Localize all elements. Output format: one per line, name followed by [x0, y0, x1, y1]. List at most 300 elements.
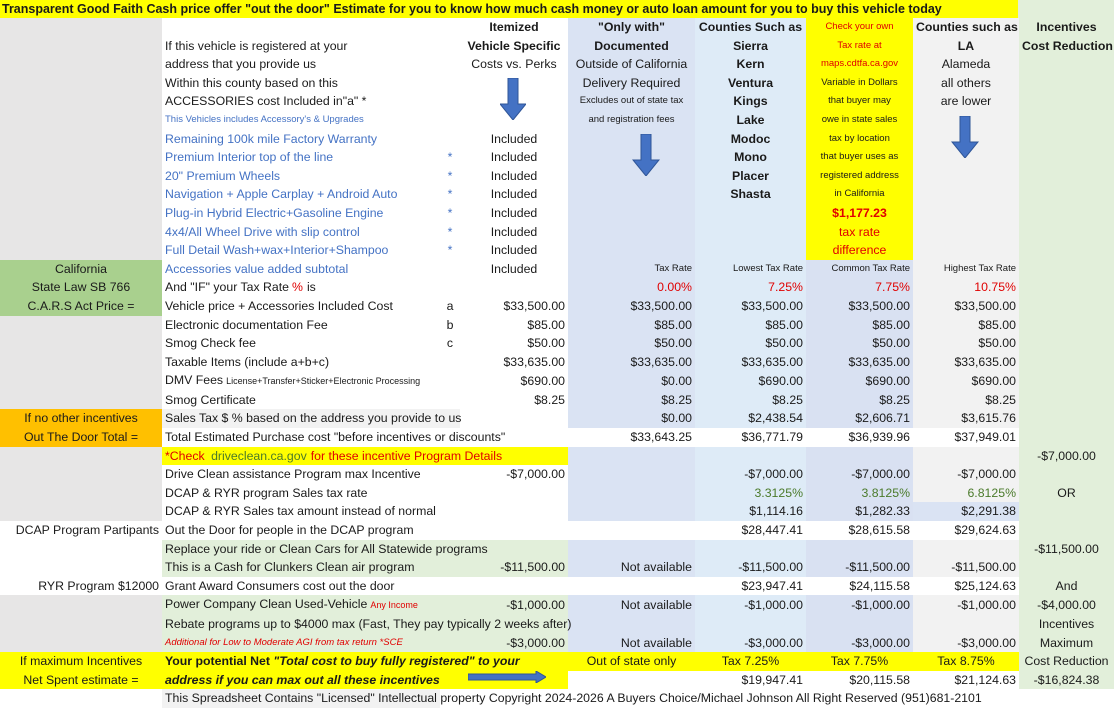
cell-f[interactable] [695, 148, 806, 167]
cell-g[interactable] [806, 502, 913, 521]
cell-b[interactable] [162, 297, 440, 316]
cell-b[interactable] [162, 447, 503, 466]
cell-f[interactable] [695, 558, 806, 577]
cell-i[interactable] [1019, 204, 1114, 223]
cell-h[interactable] [913, 652, 1019, 671]
cell-f[interactable] [695, 428, 806, 447]
cell-g[interactable] [806, 204, 913, 223]
cell-e[interactable] [568, 260, 695, 279]
cell-d[interactable] [460, 521, 568, 540]
cell-e[interactable] [568, 204, 695, 223]
cell-h[interactable] [913, 465, 1019, 484]
cell-a[interactable] [0, 502, 162, 521]
cell-f[interactable] [695, 484, 806, 503]
cell-a[interactable] [0, 185, 162, 204]
cell-g[interactable] [806, 577, 913, 596]
cell-h[interactable] [913, 353, 1019, 372]
cell-c[interactable] [440, 297, 460, 316]
cell-i[interactable] [1019, 634, 1114, 653]
cell-b[interactable] [162, 689, 982, 708]
cell-h[interactable] [913, 558, 1019, 577]
cell-i[interactable] [1019, 391, 1114, 410]
cell-d[interactable] [460, 465, 568, 484]
cell-f[interactable] [695, 185, 806, 204]
cell-g[interactable] [806, 223, 913, 242]
cell-d[interactable] [460, 130, 568, 149]
cell-e[interactable] [568, 652, 695, 671]
cell-a[interactable] [0, 167, 162, 186]
cell-c[interactable] [440, 278, 460, 297]
cell-g[interactable] [806, 540, 913, 559]
cell-a[interactable] [0, 260, 162, 279]
cell-i[interactable] [1019, 484, 1114, 503]
cell-e[interactable] [568, 223, 695, 242]
cell-h[interactable] [913, 37, 1019, 56]
cell-e[interactable] [568, 316, 695, 335]
cell-e[interactable] [568, 484, 695, 503]
cell-d[interactable] [460, 316, 568, 335]
cell-c[interactable] [440, 55, 460, 74]
cell-e[interactable] [568, 92, 695, 111]
cell-h[interactable] [913, 502, 1019, 521]
cell-e[interactable] [568, 278, 695, 297]
cell-h[interactable] [913, 55, 1019, 74]
cell-g[interactable] [806, 278, 913, 297]
cell-g[interactable] [806, 391, 913, 410]
cell-f[interactable] [695, 74, 806, 93]
cell-c[interactable] [440, 241, 460, 260]
cell-i[interactable] [1019, 540, 1114, 559]
cell-g[interactable] [806, 484, 913, 503]
cell-c[interactable] [440, 18, 460, 37]
cell-i[interactable] [1019, 615, 1114, 634]
cell-e[interactable] [568, 74, 695, 93]
cell-g[interactable] [806, 55, 913, 74]
cell-i[interactable] [1019, 671, 1114, 690]
cell-f[interactable] [695, 130, 806, 149]
cell-b[interactable] [162, 185, 440, 204]
cell-a[interactable] [0, 540, 162, 559]
cell-e[interactable] [568, 540, 695, 559]
cell-e[interactable] [568, 241, 695, 260]
cell-c[interactable] [440, 558, 460, 577]
cell-g[interactable] [806, 634, 913, 653]
cell-g[interactable] [806, 37, 913, 56]
cell-g[interactable] [806, 615, 913, 634]
cell-i[interactable] [1019, 353, 1114, 372]
cell-b[interactable] [162, 484, 440, 503]
cell-d[interactable] [460, 297, 568, 316]
cell-f[interactable] [695, 409, 806, 428]
cell-c[interactable] [440, 111, 460, 130]
cell-e[interactable] [568, 18, 695, 37]
cell-h[interactable] [913, 74, 1019, 93]
cell-a[interactable] [0, 111, 162, 130]
cell-g[interactable] [806, 409, 913, 428]
cell-d[interactable] [460, 353, 568, 372]
cell-b[interactable] [162, 428, 506, 447]
cell-c[interactable] [440, 37, 460, 56]
cell-b[interactable] [162, 465, 440, 484]
cell-i[interactable] [1019, 334, 1114, 353]
cell-b[interactable] [162, 391, 440, 410]
cell-i[interactable] [1019, 595, 1114, 615]
cell-i[interactable] [1019, 223, 1114, 242]
cell-f[interactable] [695, 502, 806, 521]
cell-f[interactable] [695, 92, 806, 111]
cell-h[interactable] [913, 204, 1019, 223]
cell-a[interactable] [0, 615, 162, 634]
cell-f[interactable] [695, 297, 806, 316]
cell-b[interactable] [162, 111, 440, 130]
cell-b[interactable] [162, 18, 440, 37]
cell-e[interactable] [568, 297, 695, 316]
cell-f[interactable] [695, 111, 806, 130]
cell-b[interactable] [162, 92, 440, 111]
cell-b[interactable] [162, 316, 440, 335]
cell-b[interactable] [162, 74, 440, 93]
cell-g[interactable] [806, 334, 913, 353]
cell-e[interactable] [568, 615, 695, 634]
cell-e[interactable] [568, 577, 695, 596]
cell-f[interactable] [695, 260, 806, 279]
cell-g[interactable] [806, 595, 913, 615]
cell-d[interactable] [460, 502, 568, 521]
cell-c[interactable] [440, 371, 460, 391]
cell-h[interactable] [913, 185, 1019, 204]
cell-a[interactable] [0, 148, 162, 167]
cell-f[interactable] [695, 577, 806, 596]
cell-g[interactable] [806, 465, 913, 484]
cell-e[interactable] [568, 409, 695, 428]
cell-a[interactable] [0, 428, 162, 447]
cell-h[interactable] [913, 223, 1019, 242]
cell-g[interactable] [806, 521, 913, 540]
cell-f[interactable] [695, 241, 806, 260]
cell-f[interactable] [695, 391, 806, 410]
cell-c[interactable] [440, 148, 460, 167]
cell-i[interactable] [1019, 185, 1114, 204]
cell-f[interactable] [695, 18, 806, 37]
cell-d[interactable] [460, 577, 568, 596]
cell-a[interactable] [0, 371, 162, 391]
cell-a[interactable] [0, 391, 162, 410]
cell-g[interactable] [806, 92, 913, 111]
cell-e[interactable] [568, 634, 695, 653]
cell-a[interactable] [0, 558, 162, 577]
cell-d[interactable] [460, 148, 568, 167]
cell-a[interactable] [0, 409, 162, 428]
cell-f[interactable] [695, 671, 806, 690]
cell-f[interactable] [695, 540, 806, 559]
cell-h[interactable] [913, 428, 1019, 447]
cell-h[interactable] [913, 371, 1019, 391]
cell-b[interactable] [162, 334, 440, 353]
cell-b[interactable] [162, 652, 520, 671]
cell-g[interactable] [806, 18, 913, 37]
cell-b[interactable] [162, 148, 440, 167]
cell-g[interactable] [806, 185, 913, 204]
cell-g[interactable] [806, 167, 913, 186]
cell-f[interactable] [695, 465, 806, 484]
cell-i[interactable] [1019, 521, 1114, 540]
cell-i[interactable] [1019, 260, 1114, 279]
cell-i[interactable] [1019, 428, 1114, 447]
cell-d[interactable] [460, 260, 568, 279]
cell-b[interactable] [162, 577, 440, 596]
cell-g[interactable] [806, 316, 913, 335]
cell-f[interactable] [695, 37, 806, 56]
cell-h[interactable] [913, 615, 1019, 634]
cell-g[interactable] [806, 558, 913, 577]
cell-d[interactable] [460, 334, 568, 353]
cell-i[interactable] [1019, 577, 1114, 596]
cell-h[interactable] [913, 409, 1019, 428]
cell-e[interactable] [568, 37, 695, 56]
cell-e[interactable] [568, 502, 695, 521]
cell-b[interactable] [162, 130, 440, 149]
cell-a[interactable] [0, 297, 162, 316]
cell-h[interactable] [913, 241, 1019, 260]
cell-c[interactable] [440, 595, 460, 615]
cell-f[interactable] [695, 521, 806, 540]
cell-d[interactable] [460, 278, 568, 297]
cell-h[interactable] [913, 447, 1019, 466]
cell-c[interactable] [440, 316, 460, 335]
cell-f[interactable] [695, 316, 806, 335]
cell-a[interactable] [0, 204, 162, 223]
cell-e[interactable] [568, 428, 695, 447]
cell-d[interactable] [460, 634, 568, 653]
cell-i[interactable] [1019, 167, 1114, 186]
cell-f[interactable] [695, 615, 806, 634]
cell-c[interactable] [440, 167, 460, 186]
cell-e[interactable] [568, 185, 695, 204]
cell-c[interactable] [440, 92, 460, 111]
cell-f[interactable] [695, 334, 806, 353]
cell-a[interactable] [0, 465, 162, 484]
cell-c[interactable] [440, 465, 460, 484]
cell-i[interactable] [1019, 371, 1114, 391]
cell-c[interactable] [440, 204, 460, 223]
cell-c[interactable] [440, 130, 460, 149]
cell-f[interactable] [695, 371, 806, 391]
cell-b[interactable] [162, 260, 440, 279]
cell-i[interactable] [1019, 37, 1114, 56]
cell-b[interactable] [162, 167, 440, 186]
cell-g[interactable] [806, 447, 913, 466]
cell-i[interactable] [1019, 18, 1114, 37]
cell-b[interactable] [162, 204, 440, 223]
cell-f[interactable] [695, 447, 806, 466]
cell-a[interactable] [0, 671, 162, 690]
cell-b[interactable] [162, 353, 440, 372]
cell-d[interactable] [460, 223, 568, 242]
cell-i[interactable] [1019, 297, 1114, 316]
cell-f[interactable] [695, 167, 806, 186]
cell-d[interactable] [460, 241, 568, 260]
cell-g[interactable] [806, 148, 913, 167]
cell-g[interactable] [806, 671, 913, 690]
cell-i[interactable] [1019, 689, 1114, 708]
cell-b[interactable] [162, 595, 440, 615]
cell-h[interactable] [913, 540, 1019, 559]
cell-c[interactable] [440, 334, 460, 353]
cell-h[interactable] [913, 167, 1019, 186]
cell-b[interactable] [162, 671, 440, 690]
cell-g[interactable] [806, 353, 913, 372]
cell-i[interactable] [1019, 409, 1114, 428]
cell-e[interactable] [568, 371, 695, 391]
cell-d[interactable] [460, 595, 568, 615]
cell-c[interactable] [440, 74, 460, 93]
cell-b[interactable] [162, 634, 440, 653]
cell-i[interactable] [1019, 558, 1114, 577]
cell-f[interactable] [695, 634, 806, 653]
cell-c[interactable] [440, 502, 460, 521]
cell-h[interactable] [913, 260, 1019, 279]
cell-e[interactable] [568, 111, 695, 130]
cell-h[interactable] [913, 595, 1019, 615]
cell-a[interactable] [0, 484, 162, 503]
cell-b[interactable] [162, 502, 440, 521]
cell-b[interactable] [162, 371, 440, 391]
cell-c[interactable] [440, 353, 460, 372]
cell-e[interactable] [568, 353, 695, 372]
cell-b[interactable] [162, 558, 440, 577]
cell-f[interactable] [695, 652, 806, 671]
cell-a[interactable] [0, 634, 162, 653]
cell-i[interactable] [1019, 316, 1114, 335]
cell-c[interactable] [440, 671, 460, 690]
cell-a[interactable] [0, 55, 162, 74]
cell-a[interactable] [0, 316, 162, 335]
cell-a[interactable] [0, 74, 162, 93]
cell-i[interactable] [1019, 130, 1114, 149]
cell-c[interactable] [440, 484, 460, 503]
cell-a[interactable] [0, 334, 162, 353]
cell-b[interactable] [162, 409, 462, 428]
cell-a[interactable] [0, 689, 162, 708]
cell-b[interactable] [162, 278, 440, 297]
cell-b[interactable] [162, 223, 440, 242]
cell-b[interactable] [162, 55, 440, 74]
cell-i[interactable] [1019, 447, 1114, 466]
cell-g[interactable] [806, 652, 913, 671]
cell-c[interactable] [440, 260, 460, 279]
cell-d[interactable] [460, 37, 568, 56]
cell-c[interactable] [440, 634, 460, 653]
cell-h[interactable] [913, 671, 1019, 690]
cell-d[interactable] [460, 371, 568, 391]
cell-c[interactable] [440, 521, 460, 540]
cell-a[interactable] [0, 18, 162, 37]
cell-g[interactable] [806, 74, 913, 93]
cell-i[interactable] [1019, 148, 1114, 167]
cell-d[interactable] [460, 484, 568, 503]
cell-h[interactable] [913, 297, 1019, 316]
cell-d[interactable] [460, 204, 568, 223]
cell-a[interactable] [0, 521, 162, 540]
cell-g[interactable] [806, 428, 913, 447]
cell-f[interactable] [695, 55, 806, 74]
cell-d[interactable] [460, 185, 568, 204]
cell-b[interactable] [162, 241, 440, 260]
cell-a[interactable] [0, 241, 162, 260]
cell-h[interactable] [913, 391, 1019, 410]
cell-f[interactable] [695, 204, 806, 223]
cell-h[interactable] [913, 92, 1019, 111]
cell-a[interactable] [0, 223, 162, 242]
cell-g[interactable] [806, 241, 913, 260]
cell-b[interactable] [162, 615, 572, 634]
cell-e[interactable] [568, 447, 695, 466]
cell-h[interactable] [913, 521, 1019, 540]
cell-c[interactable] [440, 577, 460, 596]
cell-i[interactable] [1019, 241, 1114, 260]
cell-a[interactable] [0, 595, 162, 615]
cell-h[interactable] [913, 484, 1019, 503]
cell-h[interactable] [913, 18, 1019, 37]
cell-h[interactable] [913, 577, 1019, 596]
cell-h[interactable] [913, 334, 1019, 353]
cell-a[interactable] [0, 278, 162, 297]
cell-i[interactable] [1019, 74, 1114, 93]
cell-e[interactable] [568, 465, 695, 484]
cell-f[interactable] [695, 223, 806, 242]
cell-g[interactable] [806, 371, 913, 391]
cell-d[interactable] [460, 167, 568, 186]
cell-a[interactable] [0, 652, 162, 671]
cell-d[interactable] [460, 18, 568, 37]
cell-d[interactable] [460, 391, 568, 410]
cell-c[interactable] [440, 223, 460, 242]
cell-a[interactable] [0, 577, 162, 596]
cell-h[interactable] [913, 316, 1019, 335]
cell-g[interactable] [806, 297, 913, 316]
cell-g[interactable] [806, 111, 913, 130]
cell-e[interactable] [568, 334, 695, 353]
cell-a[interactable] [0, 37, 162, 56]
cell-a[interactable] [0, 353, 162, 372]
cell-i[interactable] [1019, 278, 1114, 297]
cell-i[interactable] [1019, 502, 1114, 521]
cell-c[interactable] [440, 391, 460, 410]
cell-i[interactable] [1019, 111, 1114, 130]
cell-e[interactable] [568, 55, 695, 74]
cell-e[interactable] [568, 521, 695, 540]
cell-e[interactable] [568, 595, 695, 615]
cell-f[interactable] [695, 278, 806, 297]
cell-e[interactable] [568, 391, 695, 410]
cell-b[interactable] [162, 540, 488, 559]
cell-f[interactable] [695, 595, 806, 615]
cell-i[interactable] [1019, 465, 1114, 484]
cell-f[interactable] [695, 353, 806, 372]
cell-i[interactable] [1019, 92, 1114, 111]
cell-a[interactable] [0, 447, 162, 466]
cell-a[interactable] [0, 130, 162, 149]
cell-a[interactable] [0, 92, 162, 111]
cell-i[interactable] [1019, 652, 1114, 671]
cell-b[interactable] [162, 37, 440, 56]
cell-d[interactable] [460, 409, 568, 428]
cell-g[interactable] [806, 130, 913, 149]
cell-h[interactable] [913, 278, 1019, 297]
cell-h[interactable] [913, 634, 1019, 653]
cell-c[interactable] [440, 185, 460, 204]
cell-d[interactable] [460, 55, 568, 74]
